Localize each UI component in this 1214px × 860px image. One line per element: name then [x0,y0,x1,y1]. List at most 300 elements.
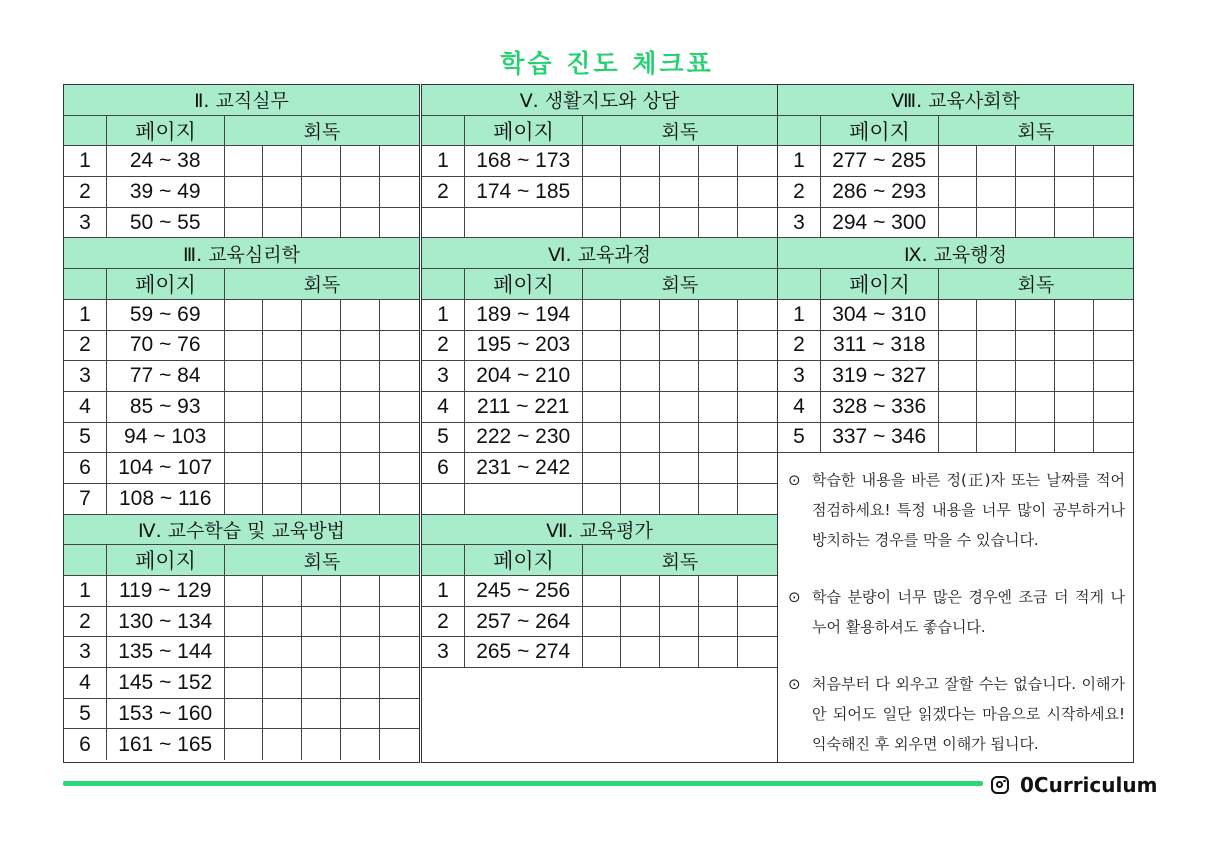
table-row [64,208,419,239]
row-number: 2 [422,177,465,207]
read-check-box[interactable] [263,392,302,422]
read-check-box[interactable] [583,361,622,391]
read-check-box[interactable] [939,392,978,422]
read-check-box[interactable] [699,423,738,453]
page-range: 204 ~ 210 [465,361,583,391]
read-check-box[interactable] [1094,361,1133,391]
read-check-box[interactable] [341,423,380,453]
read-check-box[interactable] [302,146,341,176]
read-check-box[interactable] [225,361,264,391]
read-check-box[interactable] [738,392,777,422]
section-title: Ⅵ. 교육과정 [547,243,652,266]
read-check-box[interactable] [1016,331,1055,361]
read-check-box[interactable] [302,607,341,637]
page-range: 245 ~ 256 [465,576,583,606]
read-check-box[interactable] [263,637,302,667]
read-check-box[interactable] [380,361,419,391]
read-check-box[interactable] [380,331,419,361]
read-check-box[interactable] [738,177,777,207]
page-range: 85 ~ 93 [107,392,225,422]
row-number: 2 [64,331,107,361]
table-row [64,699,419,730]
read-check-box[interactable] [977,208,1016,238]
read-check-box[interactable] [977,300,1016,330]
table-row [64,637,419,668]
read-check-box[interactable] [380,177,419,207]
read-check-box[interactable] [225,208,264,238]
read-check-box[interactable] [1016,423,1055,453]
row-number: 1 [422,300,465,330]
read-check-box[interactable] [699,361,738,391]
read-check-box[interactable] [621,576,660,606]
read-check-box[interactable] [583,146,622,176]
read-check-box[interactable] [738,146,777,176]
read-check-box[interactable] [380,392,419,422]
page-range: 119 ~ 129 [107,576,225,606]
read-check-box[interactable] [380,576,419,606]
column-left [63,84,420,763]
read-check-box[interactable] [263,729,302,760]
section-title: Ⅲ. 교육심리학 [183,243,300,266]
read-check-box[interactable] [225,423,264,453]
section-title: Ⅷ. 교육사회학 [891,90,1020,113]
read-check-box[interactable] [380,484,419,514]
read-check-box[interactable] [583,177,622,207]
read-check-box[interactable] [263,484,302,514]
read-check-box[interactable] [977,423,1016,453]
read-check-box[interactable] [1055,146,1094,176]
page-range: 77 ~ 84 [107,361,225,391]
note-text: 학습한 내용을 바른 정(正)자 또는 날짜를 적어 점검하세요! 특정 내용을 너무 많이 공부하거나 방치하는 경우를 막을 수 있습니다. [812,471,1125,550]
section-header [778,238,1133,269]
read-check-box[interactable] [738,423,777,453]
read-check-box[interactable] [263,453,302,483]
page-title: 학습 진도 체크표 [500,49,714,78]
read-check-box[interactable] [1055,300,1094,330]
page-range: 304 ~ 310 [821,300,939,330]
read-check-box[interactable] [341,146,380,176]
read-check-box[interactable] [380,146,419,176]
read-check-box[interactable] [621,453,660,483]
section-header [778,85,1133,116]
header-number [422,116,465,146]
section-header [64,85,419,116]
read-check-box[interactable] [621,300,660,330]
circle-dot-icon: ⊙ [788,675,801,694]
read-check-box[interactable] [380,300,419,330]
read-check-box[interactable] [225,576,264,606]
read-check-box[interactable] [380,208,419,238]
read-check-box[interactable] [302,453,341,483]
page-range: 59 ~ 69 [107,300,225,330]
table-row [422,484,777,515]
read-check-box[interactable] [939,208,978,238]
read-check-box[interactable] [699,392,738,422]
read-check-box[interactable] [380,729,419,760]
read-check-box[interactable] [341,361,380,391]
page-range: 189 ~ 194 [465,300,583,330]
read-check-box[interactable] [583,208,622,238]
table-row [778,300,1133,331]
read-check-box[interactable] [1055,423,1094,453]
page-range: 108 ~ 116 [107,484,225,514]
table-row [778,331,1133,362]
note-item [788,582,1125,642]
page-range: 174 ~ 185 [465,177,583,207]
read-check-box[interactable] [263,699,302,729]
row-number: 6 [64,453,107,483]
section-s9 [778,238,1133,453]
column-header-row [64,545,419,576]
read-check-box[interactable] [583,331,622,361]
row-number: 2 [422,331,465,361]
read-check-box[interactable] [1055,331,1094,361]
read-check-box[interactable] [738,576,777,606]
read-check-box[interactable] [263,668,302,698]
read-check-box[interactable] [583,423,622,453]
read-check-box[interactable] [263,576,302,606]
read-check-box[interactable] [939,146,978,176]
read-check-box[interactable] [380,699,419,729]
page-range: 39 ~ 49 [107,177,225,207]
read-check-box[interactable] [977,361,1016,391]
read-check-box[interactable] [302,729,341,760]
row-number: 7 [64,484,107,514]
row-number: 1 [778,146,821,176]
table-row [64,484,419,515]
read-check-box[interactable] [263,208,302,238]
read-check-box[interactable] [583,484,622,514]
read-check-box[interactable] [225,607,264,637]
read-check-box[interactable] [699,607,738,637]
read-check-box[interactable] [225,637,264,667]
read-check-box[interactable] [341,208,380,238]
row-number: 4 [778,392,821,422]
read-check-box[interactable] [738,300,777,330]
read-check-box[interactable] [583,300,622,330]
header-read: 회독 [303,550,341,573]
read-check-box[interactable] [225,146,264,176]
read-check-box[interactable] [660,146,699,176]
read-check-box[interactable] [699,453,738,483]
circle-dot-icon: ⊙ [788,588,801,607]
header-number [422,545,465,575]
read-check-box[interactable] [263,300,302,330]
read-check-box[interactable] [977,146,1016,176]
read-check-box[interactable] [380,637,419,667]
page-range: 94 ~ 103 [107,423,225,453]
read-check-box[interactable] [977,392,1016,422]
table-row [778,177,1133,208]
read-check-box[interactable] [1055,361,1094,391]
read-check-box[interactable] [341,576,380,606]
read-check-box[interactable] [341,607,380,637]
read-check-box[interactable] [263,423,302,453]
page-range: 70 ~ 76 [107,331,225,361]
read-check-box[interactable] [738,607,777,637]
read-check-box[interactable] [263,331,302,361]
page-range: 294 ~ 300 [821,208,939,238]
row-number: 3 [778,361,821,391]
read-check-box[interactable] [341,453,380,483]
read-check-box[interactable] [621,392,660,422]
read-check-box[interactable] [263,361,302,391]
read-check-box[interactable] [1016,146,1055,176]
read-check-box[interactable] [1016,300,1055,330]
read-check-box[interactable] [699,208,738,238]
section-title: Ⅱ. 교직실무 [194,90,289,113]
read-check-box[interactable] [302,637,341,667]
read-check-box[interactable] [1055,392,1094,422]
row-number: 2 [778,331,821,361]
table-row [422,300,777,331]
read-check-box[interactable] [660,607,699,637]
read-check-box[interactable] [1055,177,1094,207]
read-check-box[interactable] [341,668,380,698]
read-check-box[interactable] [660,423,699,453]
read-check-box[interactable] [1094,146,1133,176]
header-pages: 페이지 [821,116,939,146]
read-check-box[interactable] [583,637,622,667]
page-range: 145 ~ 152 [107,668,225,698]
read-check-box[interactable] [1094,300,1133,330]
header-number [778,116,821,146]
page-range: 168 ~ 173 [465,146,583,176]
read-check-box[interactable] [263,607,302,637]
read-check-box[interactable] [660,637,699,667]
page-range: 195 ~ 203 [465,331,583,361]
read-check-box[interactable] [380,668,419,698]
read-check-box[interactable] [302,331,341,361]
row-number: 1 [64,576,107,606]
read-check-box[interactable] [583,453,622,483]
column-header-row [64,269,419,300]
read-check-box[interactable] [302,392,341,422]
read-check-box[interactable] [583,392,622,422]
read-check-box[interactable] [738,637,777,667]
read-check-box[interactable] [977,177,1016,207]
section-title: Ⅶ. 교육평가 [546,519,653,542]
read-check-box[interactable] [660,361,699,391]
read-check-box[interactable] [341,331,380,361]
read-check-box[interactable] [302,423,341,453]
header-pages: 페이지 [107,116,225,146]
read-check-box[interactable] [699,146,738,176]
row-number: 5 [422,423,465,453]
read-check-box[interactable] [621,484,660,514]
read-check-box[interactable] [660,484,699,514]
read-check-box[interactable] [341,392,380,422]
page-range: 153 ~ 160 [107,699,225,729]
read-check-box[interactable] [225,177,264,207]
table-row [422,607,777,638]
read-check-box[interactable] [621,607,660,637]
read-check-box[interactable] [380,453,419,483]
column-header-row [422,269,777,300]
read-check-box[interactable] [225,453,264,483]
section-s4 [64,515,419,761]
read-check-box[interactable] [225,668,264,698]
page-range: 211 ~ 221 [465,392,583,422]
header-read: 회독 [1017,121,1055,144]
header-number [422,269,465,299]
page-range: 161 ~ 165 [107,729,225,760]
read-check-box[interactable] [225,699,264,729]
read-check-box[interactable] [939,361,978,391]
read-check-box[interactable] [225,484,264,514]
table-row [64,331,419,362]
read-check-box[interactable] [302,361,341,391]
read-check-box[interactable] [699,484,738,514]
read-check-box[interactable] [302,177,341,207]
row-number [422,208,465,238]
read-check-box[interactable] [738,208,777,238]
header-pages: 페이지 [465,116,583,146]
table-row [778,361,1133,392]
header-read: 회독 [661,121,699,144]
read-check-box[interactable] [738,361,777,391]
read-check-box[interactable] [738,453,777,483]
circle-dot-icon: ⊙ [788,471,801,490]
header-read: 회독 [1017,274,1055,297]
read-check-box[interactable] [660,300,699,330]
read-check-box[interactable] [380,607,419,637]
read-check-box[interactable] [583,576,622,606]
read-check-box[interactable] [699,300,738,330]
read-check-box[interactable] [939,423,978,453]
table-row [422,637,777,668]
read-check-box[interactable] [621,361,660,391]
read-check-box[interactable] [225,331,264,361]
page-range: 104 ~ 107 [107,453,225,483]
section-s8 [778,85,1133,238]
row-number: 5 [778,423,821,453]
read-check-box[interactable] [621,146,660,176]
read-check-box[interactable] [939,300,978,330]
table-row [422,392,777,423]
read-check-box[interactable] [699,576,738,606]
read-check-box[interactable] [302,576,341,606]
read-check-box[interactable] [939,331,978,361]
page-range: 135 ~ 144 [107,637,225,667]
row-number: 2 [64,177,107,207]
note-text: 처음부터 다 외우고 잘할 수는 없습니다. 이해가 안 되어도 일단 읽겠다는 마음으로 시작하세요! 익숙해진 후 외우면 이해가 됩니다. [812,675,1125,754]
read-check-box[interactable] [660,453,699,483]
read-check-box[interactable] [660,331,699,361]
read-check-box[interactable] [1094,331,1133,361]
page-range: 222 ~ 230 [465,423,583,453]
table-row [778,392,1133,423]
table-row [422,576,777,607]
header-read: 회독 [303,121,341,144]
read-check-box[interactable] [1016,361,1055,391]
row-number: 1 [422,576,465,606]
page-range: 24 ~ 38 [107,146,225,176]
read-check-box[interactable] [660,208,699,238]
column-middle [421,84,778,763]
read-check-box[interactable] [977,331,1016,361]
page-range: 319 ~ 327 [821,361,939,391]
read-check-box[interactable] [225,300,264,330]
read-check-box[interactable] [302,484,341,514]
read-check-box[interactable] [1016,177,1055,207]
read-check-box[interactable] [660,177,699,207]
read-check-box[interactable] [302,699,341,729]
section-title: Ⅸ. 교육행정 [904,243,1007,266]
header-number [64,545,107,575]
row-number: 4 [64,668,107,698]
header-number [64,269,107,299]
section-header [64,238,419,269]
table-row [64,146,419,177]
read-check-box[interactable] [621,177,660,207]
read-check-box[interactable] [1094,423,1133,453]
table-row [422,423,777,454]
row-number: 5 [64,423,107,453]
header-number [778,269,821,299]
read-check-box[interactable] [341,484,380,514]
table-row [64,361,419,392]
section-title: Ⅳ. 교수학습 및 교육방법 [138,519,345,542]
read-check-box[interactable] [660,392,699,422]
column-right [777,84,1134,763]
read-check-box[interactable] [939,177,978,207]
table-row [422,208,777,239]
read-check-box[interactable] [341,637,380,667]
row-number: 1 [64,146,107,176]
read-check-box[interactable] [302,668,341,698]
read-check-box[interactable] [263,146,302,176]
read-check-box[interactable] [302,300,341,330]
read-check-box[interactable] [341,699,380,729]
read-check-box[interactable] [263,177,302,207]
read-check-box[interactable] [621,637,660,667]
read-check-box[interactable] [302,208,341,238]
read-check-box[interactable] [1094,177,1133,207]
read-check-box[interactable] [1055,208,1094,238]
read-check-box[interactable] [380,423,419,453]
row-number: 3 [64,637,107,667]
section-header [64,515,419,546]
read-check-box[interactable] [660,576,699,606]
section-title: Ⅴ. 생활지도와 상담 [519,90,680,113]
read-check-box[interactable] [1094,392,1133,422]
read-check-box[interactable] [621,208,660,238]
read-check-box[interactable] [1016,208,1055,238]
page-range: 265 ~ 274 [465,637,583,667]
read-check-box[interactable] [225,729,264,760]
read-check-box[interactable] [1016,392,1055,422]
read-check-box[interactable] [699,331,738,361]
page-range: 311 ~ 318 [821,331,939,361]
page-range: 337 ~ 346 [821,423,939,453]
page-range: 50 ~ 55 [107,208,225,238]
read-check-box[interactable] [1094,208,1133,238]
row-number: 4 [64,392,107,422]
read-check-box[interactable] [699,177,738,207]
read-check-box[interactable] [621,423,660,453]
read-check-box[interactable] [583,607,622,637]
read-check-box[interactable] [621,331,660,361]
read-check-box[interactable] [225,392,264,422]
read-check-box[interactable] [738,484,777,514]
section-s2 [64,85,419,238]
read-check-box[interactable] [738,331,777,361]
read-check-box[interactable] [341,300,380,330]
read-check-box[interactable] [341,177,380,207]
read-check-box[interactable] [699,637,738,667]
read-check-box[interactable] [341,729,380,760]
